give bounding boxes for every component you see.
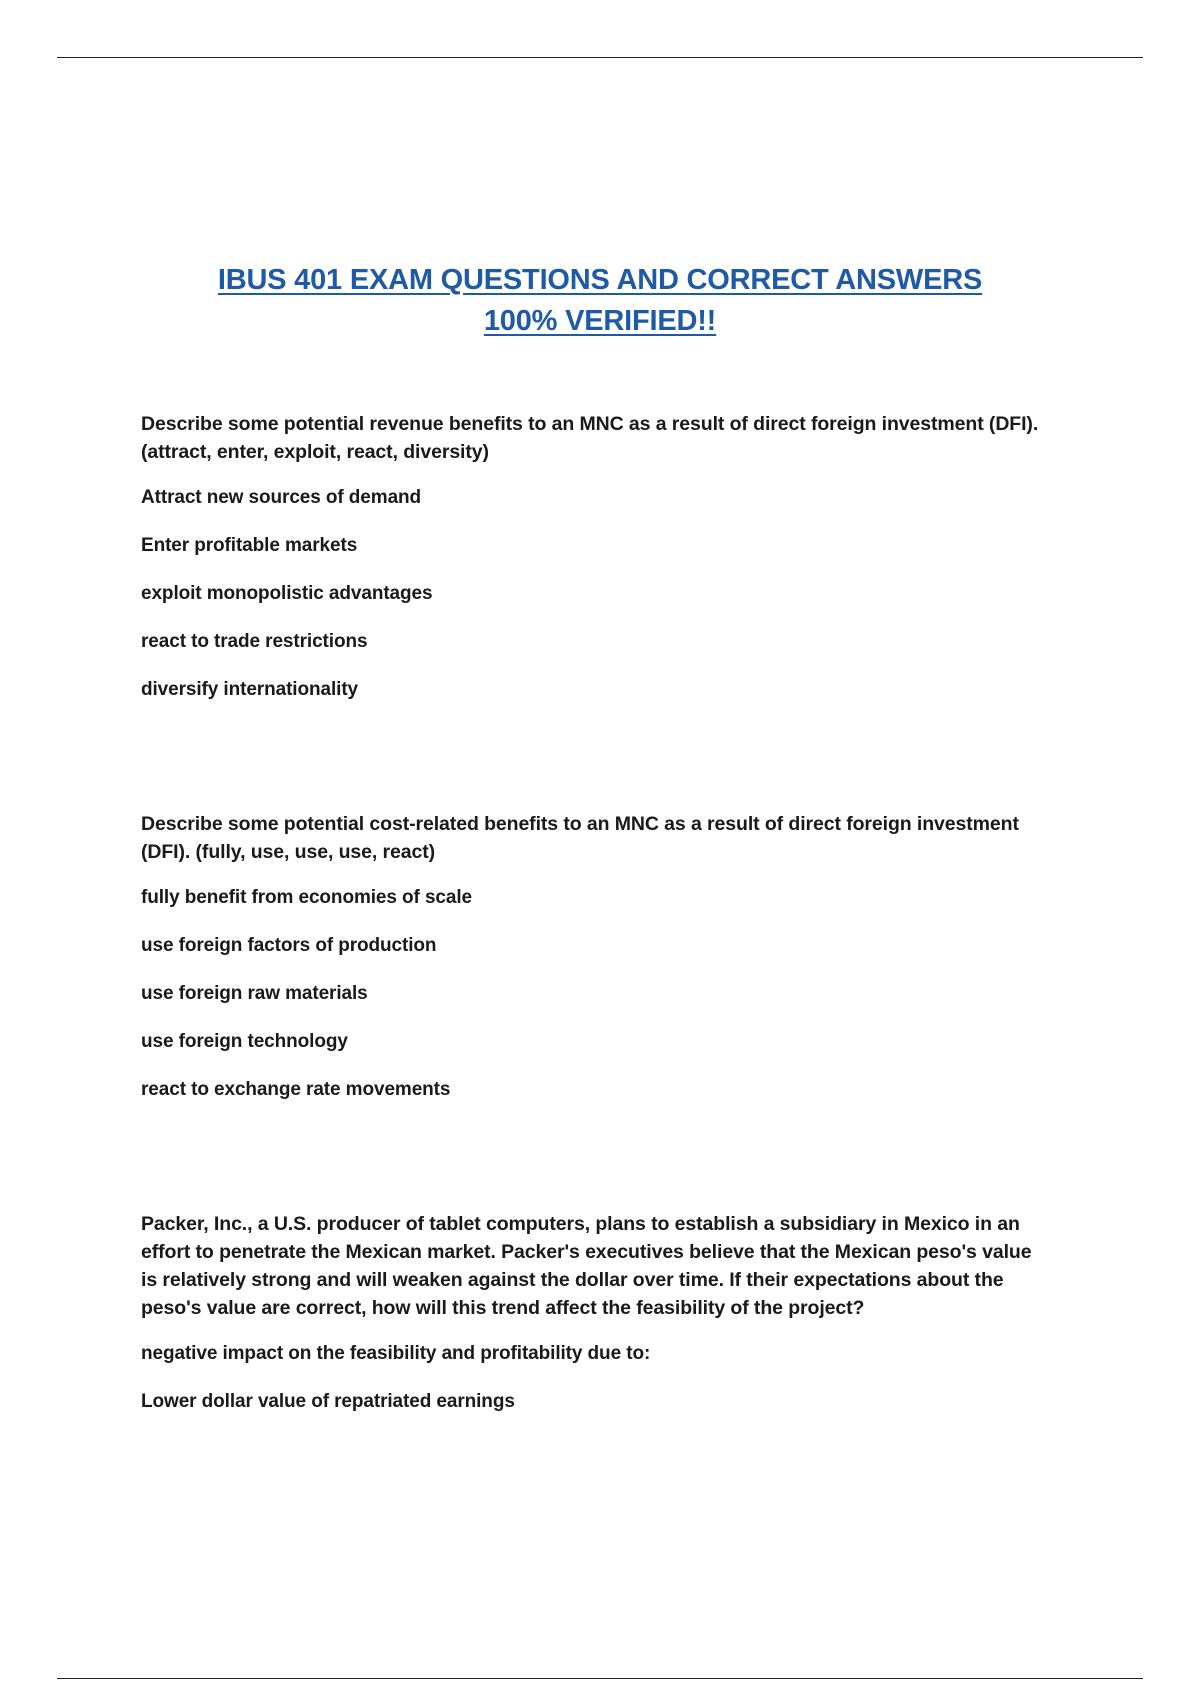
top-rule bbox=[57, 57, 1143, 58]
qa-section-cost bbox=[141, 810, 1041, 1102]
answer-item: use foreign technology bbox=[141, 1031, 348, 1052]
question-revenue-benefits: Describe some potential revenue benefits to an MNC as a result of direct foreign investment (DFI). (attract, enter, exploit, react, diversity) bbox=[141, 413, 1039, 463]
answer-item: react to exchange rate movements bbox=[141, 1079, 451, 1100]
answer-item: Lower dollar value of repatriated earnings bbox=[141, 1391, 515, 1412]
question-cost-benefits: Describe some potential cost-related benefits to an MNC as a result of direct foreign investment (DFI). (fully, use, use, use, react) bbox=[141, 813, 1019, 863]
question-packer-peso: Packer, Inc., a U.S. producer of tablet computers, plans to establish a subsidiary in Mexico in an effort to penetrate the Mexican market. Packer's executives believe that the Mexican peso's value is relatively strong and will weaken against the dollar over time. If their expectations about the peso's value are correct, how will this trend affect the feasibility of the project? bbox=[141, 1213, 1032, 1319]
document-title bbox=[100, 260, 1100, 342]
qa-section-revenue bbox=[141, 410, 1041, 702]
answer-item: fully benefit from economies of scale bbox=[141, 887, 472, 908]
document-body bbox=[141, 410, 1041, 1438]
title-line-1: IBUS 401 EXAM QUESTIONS AND CORRECT ANSWERS bbox=[217, 264, 983, 296]
answer-item: use foreign raw materials bbox=[141, 983, 368, 1004]
answer-item: react to trade restrictions bbox=[141, 631, 368, 652]
qa-section-packer bbox=[141, 1210, 1041, 1414]
answer-item: use foreign factors of production bbox=[141, 935, 437, 956]
answer-item: diversify internationality bbox=[141, 679, 359, 700]
title-line-2: 100% VERIFIED!! bbox=[483, 305, 717, 337]
answer-item: exploit monopolistic advantages bbox=[141, 583, 433, 604]
answer-item: negative impact on the feasibility and profitability due to: bbox=[141, 1343, 651, 1364]
bottom-rule bbox=[57, 1678, 1143, 1679]
answer-item: Attract new sources of demand bbox=[141, 487, 422, 508]
answer-item: Enter profitable markets bbox=[141, 535, 358, 556]
